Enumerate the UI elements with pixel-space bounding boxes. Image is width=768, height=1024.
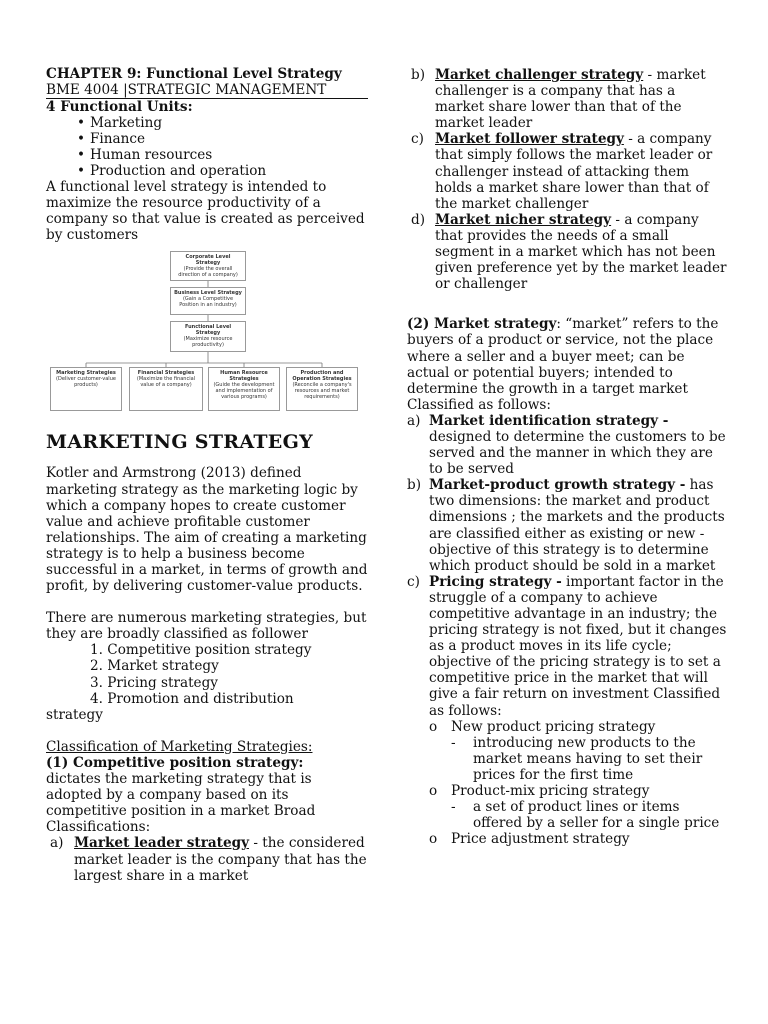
market-item (407, 574, 727, 848)
detail-text: introducing new products to the market means having to set their prices for the first time (473, 734, 703, 783)
strategy-number-list (46, 642, 368, 706)
item-title: Market challenger strategy (435, 67, 644, 83)
functional-unit-item: • Finance (46, 131, 368, 147)
detail-text: a set of product lines or items offered by a seller for a single price (473, 799, 720, 832)
market-strategy-title: (2) Market strategy (407, 316, 557, 333)
strategy-list-item: 3. Pricing strategy (90, 674, 218, 691)
box-desc: (Reconcile a company's resources and market requirements) (292, 382, 352, 401)
strategy-list-item: 4. Promotion and distribution (90, 690, 294, 707)
item-marker: a) (407, 412, 421, 429)
strategy-list-tail: strategy (46, 706, 103, 723)
box-desc: (Maximize the financial value of a company) (136, 376, 196, 389)
human-resource-strategies-box (208, 367, 280, 411)
item-desc: - a company that provides the needs of a small segment in a market which has not been given preference yet by the market leader or challenger (435, 211, 727, 293)
box-desc: (Maximize resource productivity) (183, 336, 233, 349)
item-marker: c) (411, 131, 424, 148)
pricing-detail (451, 735, 727, 783)
colon: : (298, 754, 304, 771)
market-item (407, 477, 727, 574)
box-desc: (Provide the overall direction of a company) (178, 266, 238, 279)
pricing-sub-item (429, 831, 727, 847)
dash-marker: - (451, 734, 456, 751)
production-operation-strategies-box (286, 367, 358, 411)
strategy-hierarchy-diagram (46, 249, 368, 419)
item-desc: - a company that simply follows the market leader or challenger instead of attacking them holds a market share lower than that of the market challenger (435, 131, 713, 212)
item-desc: - the considered market leader is the company that has the largest share in a market (74, 835, 367, 884)
marketing-strategy-heading: MARKETING STRATEGY (46, 431, 313, 454)
strategy-list-item: 2. Market strategy (90, 658, 219, 675)
box-title: Functional Level Strategy (184, 324, 232, 337)
intro-paragraph: A functional level strategy is intended to maximize the resource productivity of a company so that value is created as perceived by customers (46, 179, 365, 244)
corporate-level-box (170, 251, 246, 281)
left-column (46, 67, 368, 884)
item-title: Market nicher strategy (435, 211, 612, 228)
item-title: Market-product growth strategy - (429, 477, 686, 494)
item-marker: b) (407, 477, 422, 494)
box-desc: (Guide the development and implementation of various programs) (213, 382, 275, 401)
course-title: BME 4004 |STRATEGIC MANAGEMENT (46, 82, 368, 99)
box-title: Production and Operation Strategies (292, 370, 352, 383)
item-marker: d) (411, 211, 426, 228)
item-marker: c) (407, 573, 420, 590)
pricing-sub-item (429, 783, 727, 831)
competitive-position-title: (1) Competitive position strategy (46, 754, 299, 771)
functional-unit-item: • Production and operation (46, 163, 368, 179)
competitive-item (407, 67, 727, 131)
competitive-position-desc: dictates the marketing strategy that is adopted by a company based on its competitive position in a market Broad Classifications: (46, 771, 316, 836)
box-desc: (Gain a Competitive Position in an industry) (179, 296, 237, 309)
numerous-strategies-text: There are numerous marketing strategies, but they are broadly classified as follower (46, 610, 367, 643)
dash-marker: - (451, 799, 456, 816)
box-desc: (Deliver customer-value products) (56, 376, 116, 389)
competitive-item (407, 212, 727, 292)
sub-label: Product-mix pricing strategy (451, 783, 650, 800)
marketing-definition: Kotler and Armstrong (2013) defined marketing strategy as the marketing logic by which a company hopes to create customer value and achieve profitable customer relationships. The aim of creating a marketing strategy is to help a business become successful in a market, in terms of growth and profit, by delivering customer-value products. (46, 465, 368, 595)
box-title: Human Resource Strategies (220, 370, 268, 383)
strategy-list-item: 1. Competitive position strategy (90, 642, 312, 659)
item-title: Pricing strategy - (429, 573, 562, 590)
competitive-item (46, 835, 368, 883)
functional-units-list (46, 115, 368, 179)
functional-unit-item: • Human resources (46, 147, 368, 163)
functional-level-box (170, 321, 246, 352)
sub-label: New product pricing strategy (451, 718, 656, 735)
pricing-sub-item (429, 719, 727, 783)
item-desc: designed to determine the customers to be served and the manner in which they are to be served (429, 428, 726, 478)
marketing-strategies-box (50, 367, 122, 411)
item-marker: a) (50, 835, 64, 852)
box-title: Marketing Strategies (56, 370, 116, 377)
sub-marker: o (429, 783, 438, 800)
market-item (407, 413, 727, 477)
classification-title: Classification of Marketing Strategies: (46, 738, 313, 755)
sub-marker: o (429, 831, 438, 848)
pricing-detail (451, 799, 727, 831)
item-desc: - market challenger is a company that has a market share lower than that of the market leader (435, 67, 706, 132)
sub-label: Price adjustment strategy (451, 831, 630, 848)
box-title: Corporate Level Strategy (185, 254, 231, 267)
functional-units-title: 4 Functional Units: (46, 98, 193, 115)
item-desc: important factor in the struggle of a company to achieve competitive advantage in an industry; the pricing strategy is not fixed, but it changes as a product moves in its life cycle; objective of the pricing strategy is to set a competitive price in the market that will give a fair return on investment Classified as follows: (429, 573, 727, 719)
functional-unit-item: • Marketing (46, 115, 368, 131)
financial-strategies-box (129, 367, 203, 411)
item-marker: b) (411, 67, 426, 83)
item-title: Market follower strategy (435, 131, 624, 148)
item-desc: has two dimensions: the market and product dimensions ; the markets and the products are classified either as existing or new - objective of this strategy is to determine which product should be sold in a market (429, 477, 725, 574)
box-title: Business Level Strategy (174, 290, 242, 297)
market-strategy-desc: : “market” refers to the buyers of a product or service, not the place where a seller and a buyer meet; can be actual or potential buyers; intended to determine the growth in a target market Classified as follows: (407, 316, 719, 413)
item-title: Market identification strategy - (429, 412, 669, 429)
right-column (407, 67, 727, 847)
sub-marker: o (429, 718, 438, 735)
business-level-box (170, 287, 246, 315)
box-title: Financial Strategies (137, 370, 195, 377)
item-title: Market leader strategy (74, 835, 249, 852)
competitive-item (407, 131, 727, 211)
chapter-title: CHAPTER 9: Functional Level Strategy (46, 66, 342, 82)
